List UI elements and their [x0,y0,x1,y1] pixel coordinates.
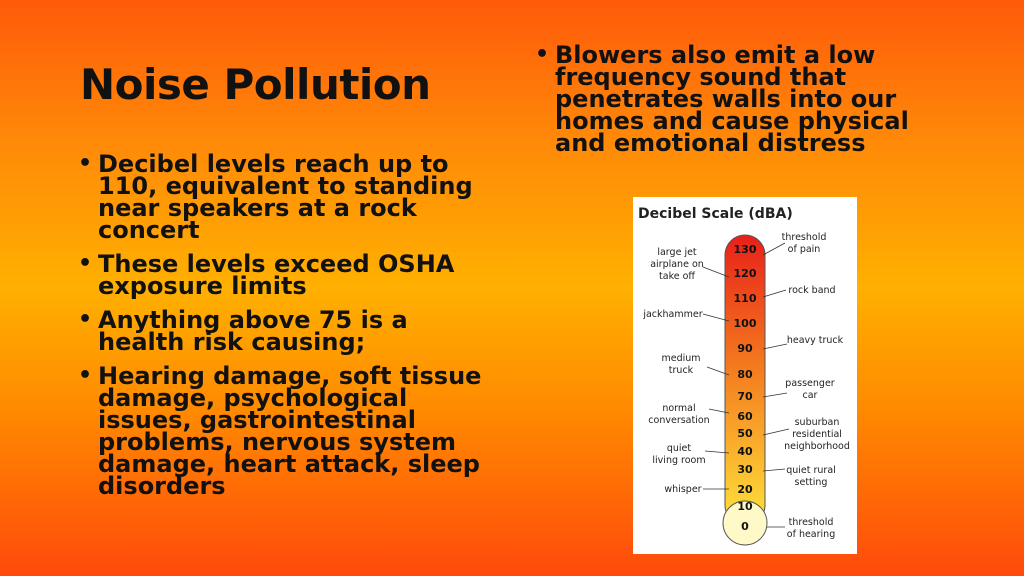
pointer-line [763,344,787,349]
level-number: 10 [737,500,753,513]
scale-label: heavy truck [786,335,844,346]
scale-label: setting [794,477,828,488]
level-number: 40 [737,445,753,458]
bullet-text: These levels exceed OSHA exposure limits [98,250,455,300]
scale-title: Decibel Scale (dBA) [638,206,793,222]
pointer-line [763,243,785,255]
bullet-icon: • [78,363,93,388]
scale-label: take off [659,271,695,282]
left-labels [642,247,729,495]
level-number: 0 [741,520,749,533]
scale-label: jackhammer [643,309,703,320]
scale-label: of pain [787,244,821,255]
level-number: 80 [737,368,753,381]
scale-label: medium [661,353,701,364]
scale-label: passenger [785,378,835,389]
scale-label: normal [662,403,696,414]
scale-label: rock band [788,285,836,296]
scale-label: neighborhood [784,441,850,452]
level-number: 30 [737,463,753,476]
level-number: 130 [733,243,757,256]
scale-label: living room [652,455,706,466]
bullet-text: Anything above 75 is a health risk causing; [98,306,408,356]
level-number: 70 [737,390,753,403]
level-number: 100 [733,317,757,330]
bullet-item [78,362,498,500]
decibel-scale-figure [633,197,857,554]
bullet-icon: • [78,151,93,176]
bullet-item [78,306,498,356]
pointer-line [763,290,786,297]
bullet-text: Hearing damage, soft tissue damage, psychological issues, gastrointestinal problems, nervous system damage, heart attack, sleep disorders [98,362,482,500]
scale-label: suburban [794,417,840,428]
level-number: 90 [737,342,753,355]
pointer-line [763,429,789,435]
slide-title: Noise Pollution [80,60,431,109]
scale-label: car [802,390,818,401]
scale-label: residential [792,429,842,440]
bullet-icon: • [78,307,93,332]
scale-label: quiet [666,443,692,454]
pointer-line [763,393,787,397]
level-number: 60 [737,410,753,423]
level-number: 110 [733,292,757,305]
left-bullet-list [78,150,498,509]
scale-label: airplane on [650,259,704,270]
level-number: 50 [737,427,753,440]
level-number: 20 [737,483,753,496]
scale-label: truck [668,365,694,376]
bullet-text: Decibel levels reach up to 110, equivalent to standing near speakers at a rock concert [98,150,473,244]
bullet-item [78,150,498,244]
scale-label: whisper [664,484,702,495]
bullet-icon: • [535,42,550,67]
bullet-icon: • [78,251,93,276]
pointer-line [763,469,785,471]
scale-label: conversation [648,415,710,426]
bullet-text: Blowers also emit a low frequency sound that penetrates walls into our homes and cause physical and emotional distress [555,41,909,157]
right-bullet-list [535,41,925,166]
scale-label: threshold [788,517,834,528]
right-labels [763,232,850,540]
level-number: 120 [733,267,757,280]
bullet-item [78,250,498,300]
scale-label: quiet rural [786,465,836,476]
decibel-thermometer-graphic [633,197,857,554]
scale-label: large jet [657,247,697,258]
scale-label: threshold [781,232,827,243]
bullet-item [535,41,925,157]
scale-label: of hearing [786,529,836,540]
